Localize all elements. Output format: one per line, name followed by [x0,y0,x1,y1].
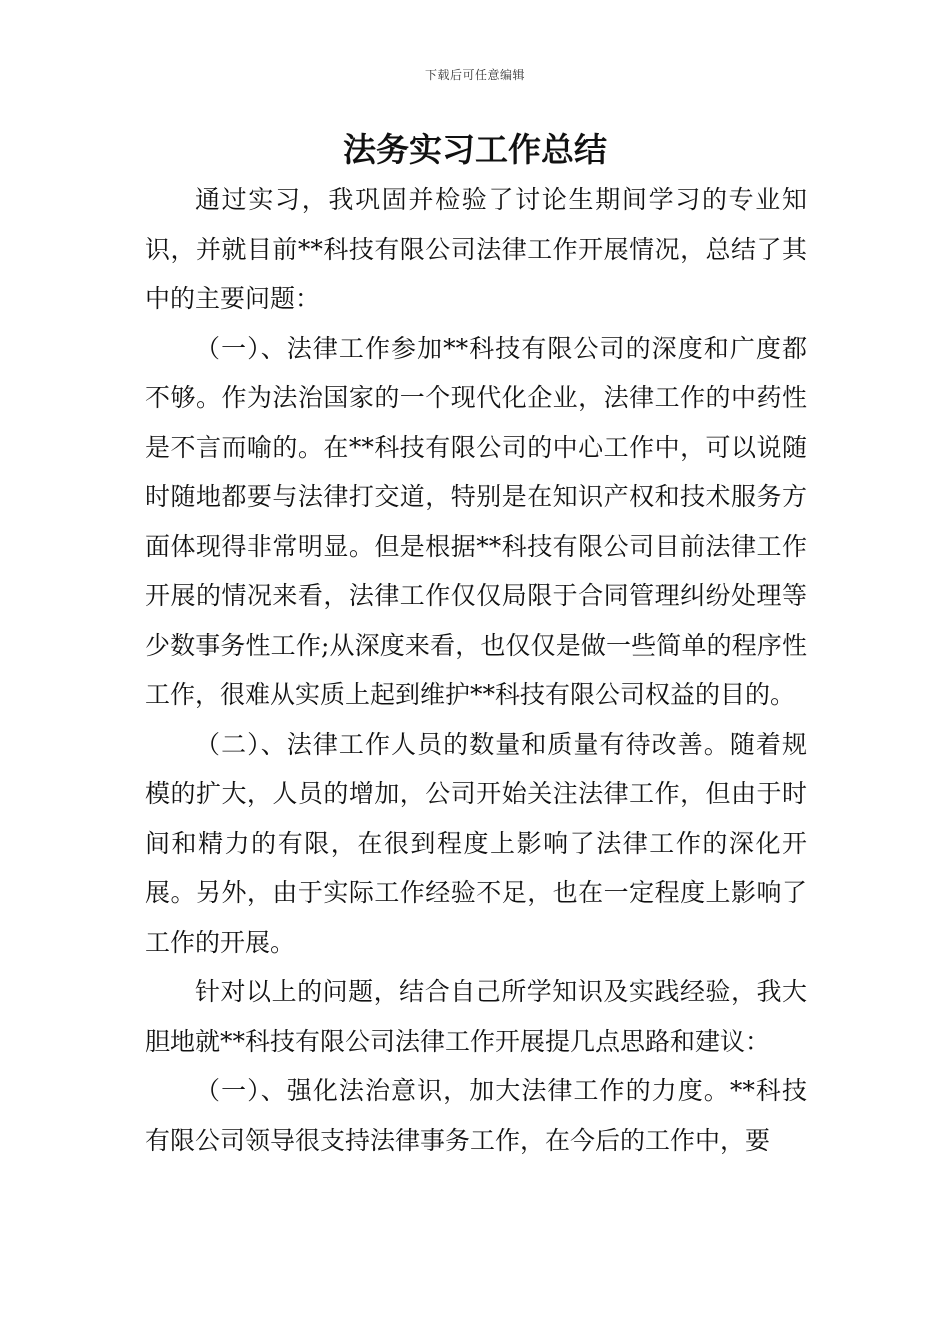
paragraph-suggestion-1: （一）、强化法治意识，加大法律工作的力度。**科技有限公司领导很支持法律事务工作，在今后的工作中，要 [145,1076,807,1155]
paragraph-intro: 通过实习，我巩固并检验了讨论生期间学习的专业知识，并就目前**科技有限公司法律工作开展情况，总结了其中的主要问题： [145,185,807,313]
paragraph-suggestion-intro: 针对以上的问题，结合自己所学知识及实践经验，我大胆地就**科技有限公司法律工作开展提几点思路和建议： [145,977,807,1056]
document-title: 法务实习工作总结 [343,130,607,169]
paragraph-problem-2: （二）、法律工作人员的数量和质量有待改善。随着规模的扩大，人员的增加，公司开始关注法律工作，但由于时间和精力的有限，在很到程度上影响了法律工作的深化开展。另外，由于实际工作经验不足，也在一定程度上影响了工作的开展。 [145,729,807,957]
header-note: 下载后可任意编辑 [424,68,525,82]
paragraph-problem-1: （一）、法律工作参加**科技有限公司的深度和广度都不够。作为法治国家的一个现代化企业，法律工作的中药性是不言而喻的。在**科技有限公司的中心工作中，可以说随时随地都要与法律打交道，特别是在知识产权和技术服务方面体现得非常明显。但是根据**科技有限公司目前法律工作开展的情况来看，法律工作仅仅局限于合同管理纠纷处理等少数事务性工作;从深度来看，也仅仅是做一些简单的程序性工作，很难从实质上起到维护**科技有限公司权益的目的。 [145,333,807,709]
document-body [145,175,807,1165]
